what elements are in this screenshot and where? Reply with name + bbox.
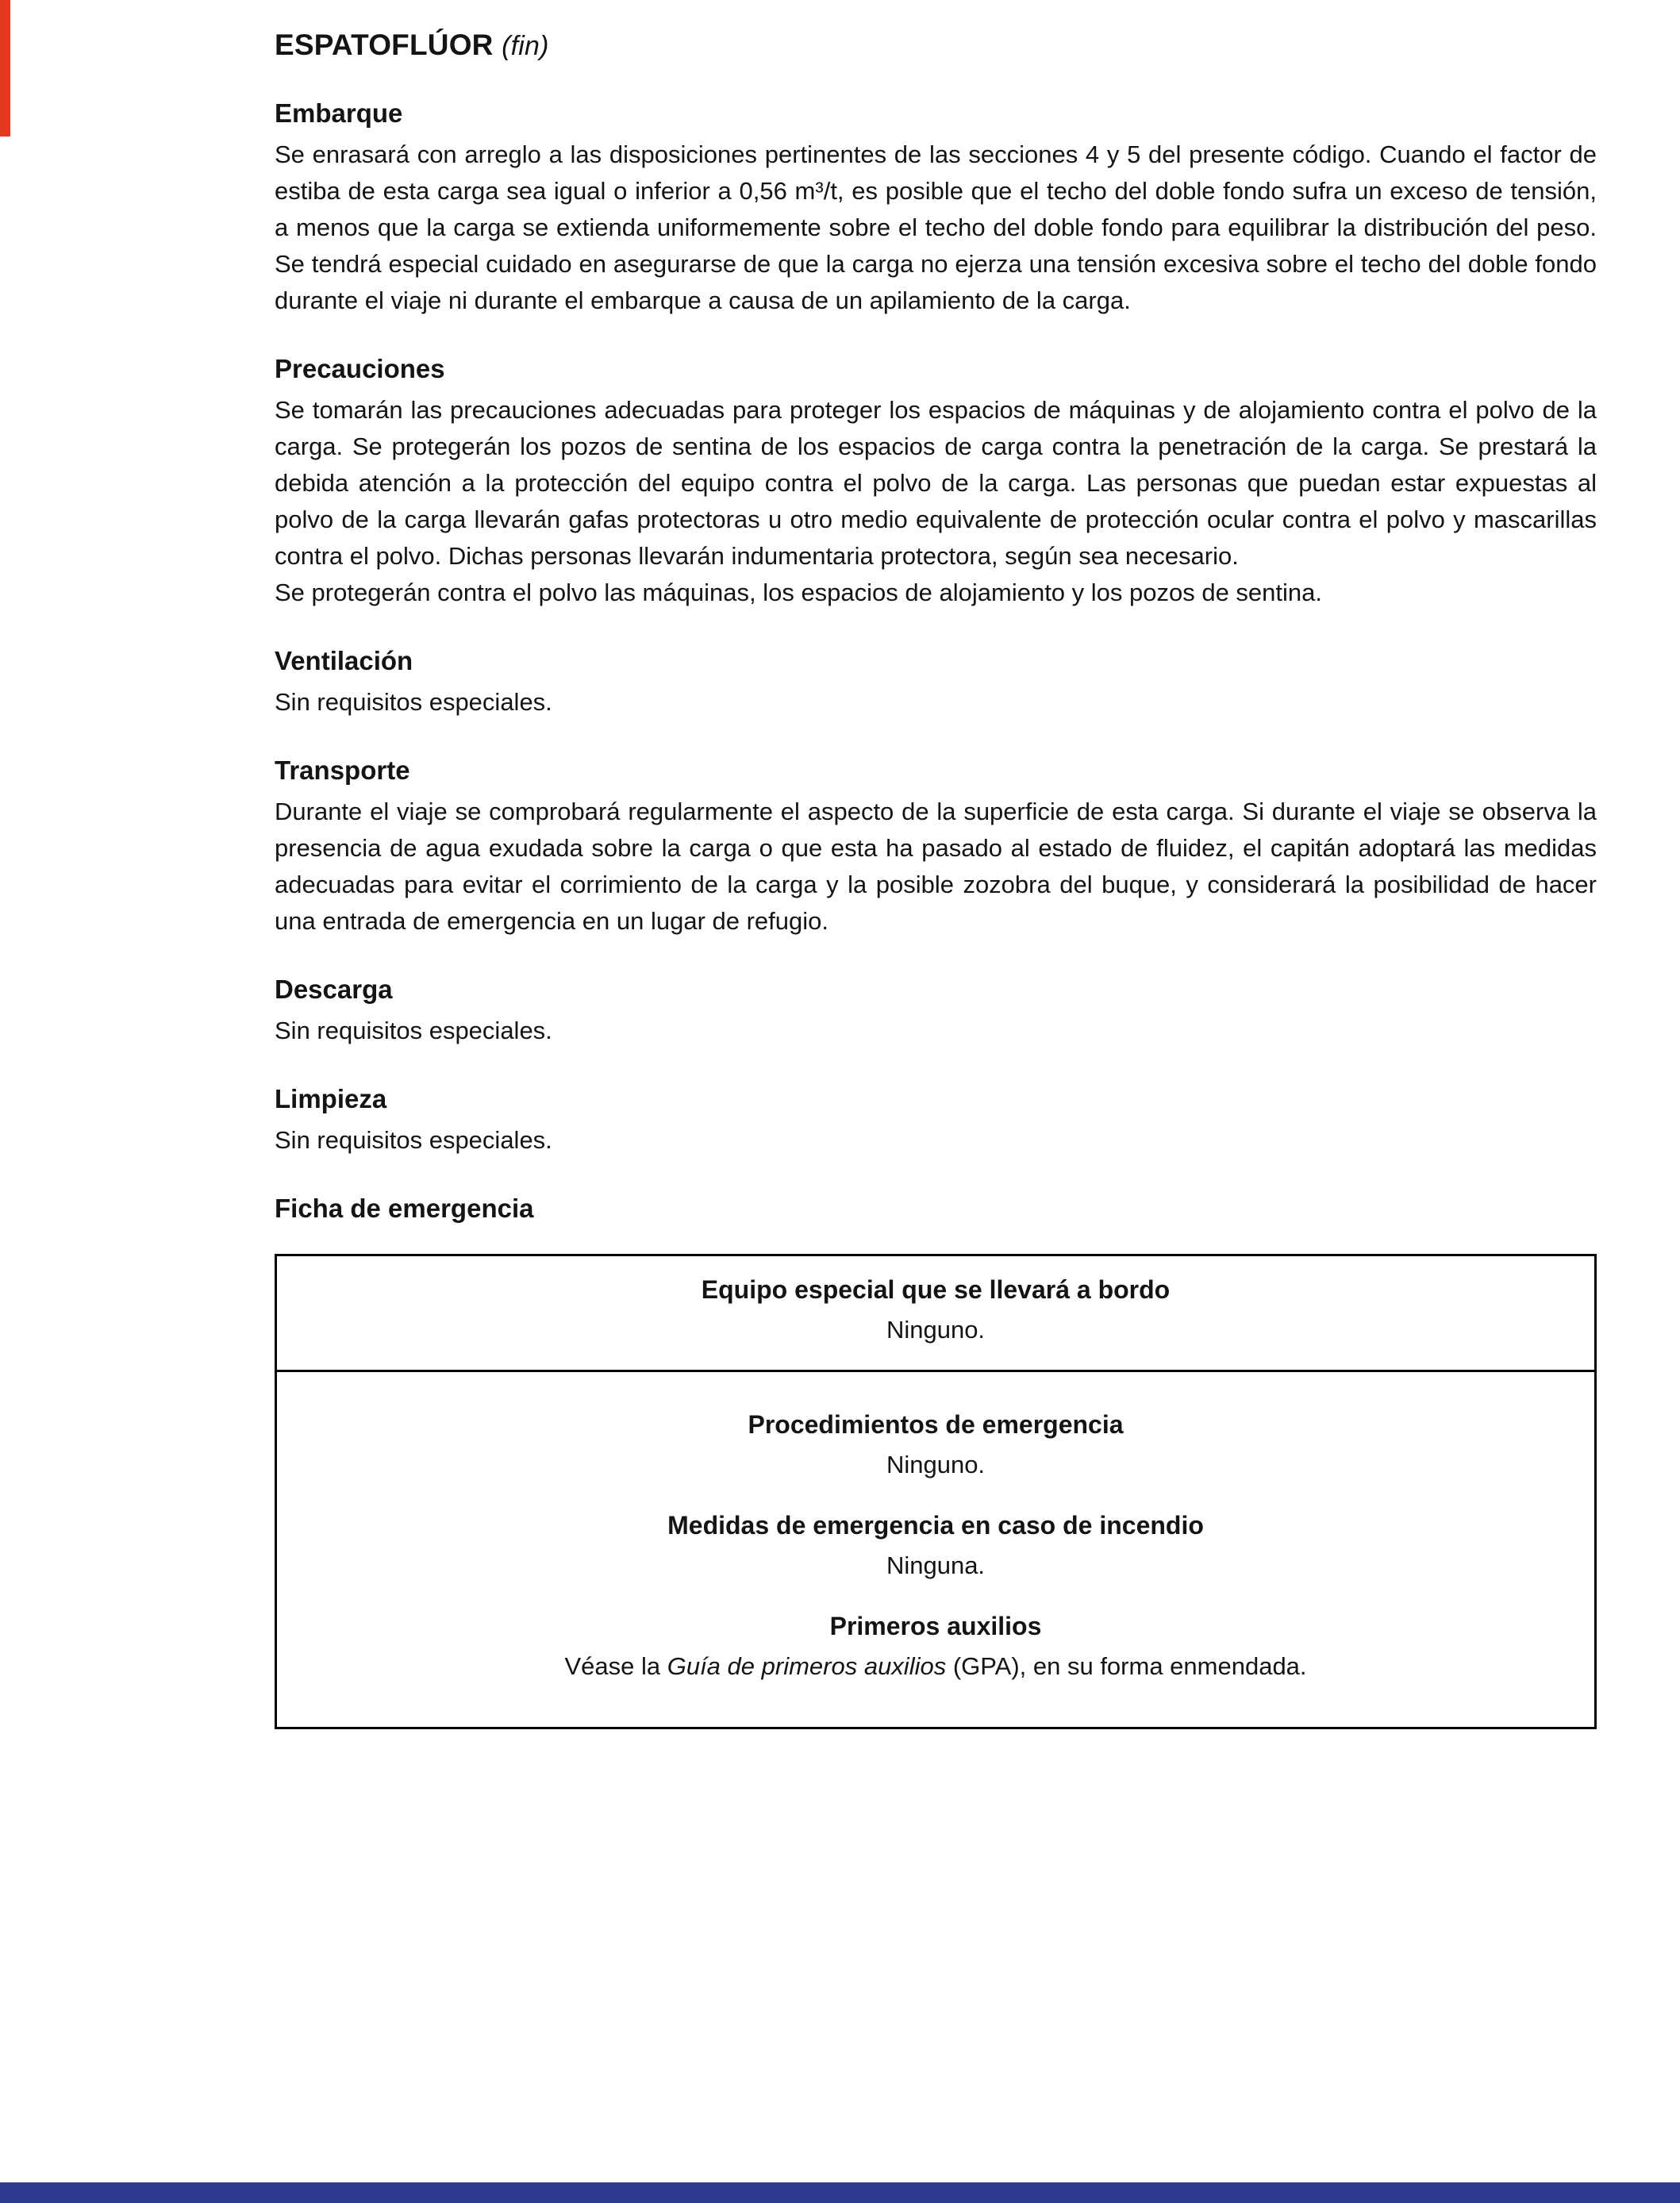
first-aid-text-prefix: Véase la: [564, 1652, 667, 1680]
emergency-block-first-aid: [309, 1612, 1563, 1684]
document-page: [275, 29, 1597, 1729]
block-body: Ninguno.: [886, 1451, 986, 1478]
title-note: (fin): [502, 31, 549, 61]
block-body: Ninguna.: [886, 1551, 986, 1579]
emergency-block-procedures: [309, 1410, 1563, 1482]
section-heading: Transporte: [275, 755, 410, 785]
first-aid-guide-title: Guía de primeros auxilios: [667, 1652, 947, 1680]
section-heading: Descarga: [275, 975, 393, 1004]
section-heading: Precauciones: [275, 354, 445, 383]
section-ventilacion: [275, 646, 1597, 721]
first-aid-text-suffix: (GPA), en su forma enmendada.: [946, 1652, 1307, 1680]
section-limpieza: [275, 1084, 1597, 1159]
block-title: Medidas de emergencia en caso de incendio: [667, 1511, 1204, 1540]
blue-bottom-bar: [0, 2182, 1680, 2203]
emergency-sheet-heading: Ficha de emergencia: [275, 1194, 534, 1223]
section-descarga: [275, 975, 1597, 1049]
section-heading: Limpieza: [275, 1084, 387, 1113]
section-embarque: [275, 98, 1597, 319]
paragraph: Se protegerán contra el polvo las máquinas, los espacios de alojamiento y los pozos de sentina.: [275, 579, 1323, 606]
row-title: Equipo especial que se llevará a bordo: [701, 1275, 1171, 1304]
section-transporte: [275, 755, 1597, 940]
section-precauciones: [275, 354, 1597, 611]
paragraph: Sin requisitos especiales.: [275, 1126, 552, 1154]
paragraph: Se tomarán las precauciones adecuadas para proteger los espacios de máquinas y de alojamiento contra el polvo de la carga. Se protegerán los pozos de sentina de los espacios de carga contra la penetración de la carga. Se prestará la debida atención a la protección del equipo contra el polvo de la carga. Las personas que puedan estar expuestas al polvo de la carga llevarán gafas protectoras u otro medio equivalente de protección ocular contra el polvo y mascarillas contra el polvo. Dichas personas llevarán indumentaria protectora, según sea necesario.: [275, 396, 1597, 570]
emergency-row-details: [277, 1372, 1594, 1727]
paragraph: Sin requisitos especiales.: [275, 1017, 552, 1044]
block-title: Primeros auxilios: [829, 1612, 1042, 1640]
emergency-block-fire-measures: [309, 1511, 1563, 1583]
paragraph: Se enrasará con arreglo a las disposiciones pertinentes de las secciones 4 y 5 del presente código. Cuando el factor de estiba de esta carga sea igual o inferior a 0,56 m³/t, es posible que el techo del doble fondo sufra un exceso de tensión, a menos que la carga se extienda uniformemente sobre el techo del doble fondo para equilibrar la distribución del peso. Se tendrá especial cuidado en asegurarse de que la carga no ejerza una tensión excesiva sobre el techo del doble fondo durante el viaje ni durante el embarque a causa de un apilamiento de la carga.: [275, 140, 1597, 314]
paragraph: Durante el viaje se comprobará regularmente el aspecto de la superficie de esta carga. Si durante el viaje se observa la presencia de agua exudada sobre la carga o que esta ha pasado al estado de fluidez, el capitán adoptará las medidas adecuadas para evitar el corrimiento de la carga y la posible zozobra del buque, y considerará la posibilidad de hacer una entrada de emergencia en un lugar de refugio.: [275, 798, 1597, 935]
row-body: Ninguno.: [886, 1316, 986, 1344]
emergency-table: [275, 1254, 1597, 1729]
block-body: [309, 1649, 1563, 1684]
cargo-name: ESPATOFLÚOR: [275, 29, 494, 61]
page-title: [275, 29, 1597, 62]
paragraph: Sin requisitos especiales.: [275, 688, 552, 716]
section-heading: Embarque: [275, 98, 403, 128]
block-title: Procedimientos de emergencia: [748, 1410, 1124, 1439]
red-edge-strip: [0, 0, 10, 136]
section-heading: Ventilación: [275, 646, 413, 675]
emergency-row-equipment: [277, 1256, 1594, 1372]
